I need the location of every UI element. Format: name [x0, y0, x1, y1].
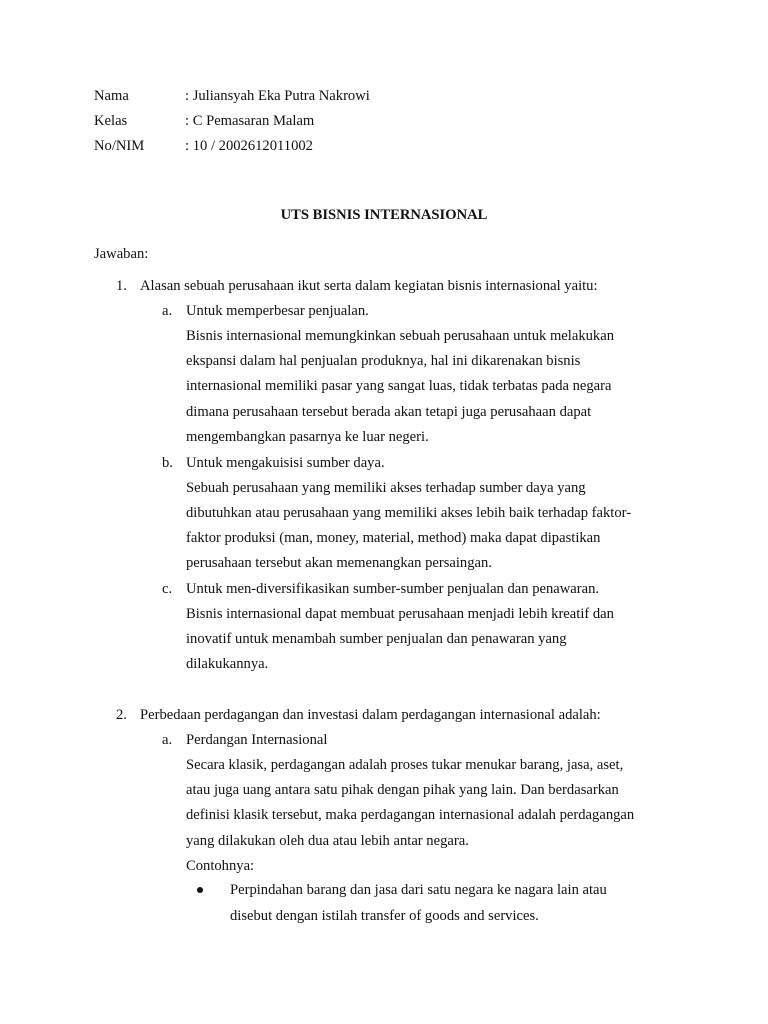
q1-a-marker: a.	[162, 303, 173, 319]
contoh-label: Contohnya:	[186, 858, 255, 874]
q2-a-line: yang dilakukan oleh dua atau lebih antar negara.	[186, 833, 469, 849]
q1-number: 1.	[116, 278, 127, 294]
q1-c-heading: Untuk men-diversifikasikan sumber-sumber penjualan dan penawaran.	[186, 581, 600, 597]
q1-a-heading: Untuk memperbesar penjualan.	[186, 303, 369, 319]
kelas-value: : C Pemasaran Malam	[185, 113, 315, 129]
q1-b-line: perusahaan tersebut akan memenangkan persaingan.	[186, 555, 492, 571]
nim-value: : 10 / 2002612011002	[185, 138, 313, 154]
page-title: UTS BISNIS INTERNASIONAL	[280, 207, 488, 223]
q1-b-line: Sebuah perusahaan yang memiliki akses terhadap sumber daya yang	[186, 480, 586, 496]
q2-number: 2.	[116, 707, 127, 723]
q2-a-line: atau juga uang antara satu pihak dengan pihak yang lain. Dan berdasarkan	[186, 782, 619, 798]
nama-value: : Juliansyah Eka Putra Nakrowi	[185, 88, 370, 104]
q1-c-line: dilakukannya.	[186, 656, 269, 672]
q1-a-line: dimana perusahaan tersebut berada akan tetapi juga perusahaan dapat	[186, 404, 592, 420]
q1-text: Alasan sebuah perusahaan ikut serta dalam kegiatan bisnis internasional yaitu:	[140, 278, 598, 294]
nim-label: No/NIM	[94, 138, 145, 154]
bullet-line: disebut dengan istilah transfer of goods and services.	[230, 908, 539, 924]
q1-a-line: internasional memiliki pasar yang sangat luas, tidak terbatas pada negara	[186, 378, 612, 394]
q2-text: Perbedaan perdagangan dan investasi dalam perdagangan internasional adalah:	[140, 707, 601, 723]
q1-b-marker: b.	[162, 455, 173, 471]
q1-b-line: faktor produksi (man, money, material, method) maka dapat dipastikan	[186, 530, 601, 546]
q1-c-marker: c.	[162, 581, 173, 597]
q1-a-line: mengembangkan pasarnya ke luar negeri.	[186, 429, 429, 445]
q2-a-marker: a.	[162, 732, 173, 748]
nama-label: Nama	[94, 88, 129, 104]
q1-b-heading: Untuk mengakuisisi sumber daya.	[186, 455, 385, 471]
bullet-dot-icon	[197, 887, 203, 893]
jawaban-label: Jawaban:	[94, 246, 149, 262]
q2-a-heading: Perdangan Internasional	[186, 732, 328, 748]
q1-b-line: dibutuhkan atau perusahaan yang memiliki akses lebih baik terhadap faktor-	[186, 505, 632, 521]
q1-c-line: inovatif untuk menambah sumber penjualan dan penawaran yang	[186, 631, 567, 647]
q2-a-line: Secara klasik, perdagangan adalah proses tukar menukar barang, jasa, aset,	[186, 757, 624, 773]
bullet-line: Perpindahan barang dan jasa dari satu negara ke nagara lain atau	[230, 882, 607, 898]
q1-a-line: Bisnis internasional memungkinkan sebuah perusahaan untuk melakukan	[186, 328, 614, 344]
q1-c-line: Bisnis internasional dapat membuat perusahaan menjadi lebih kreatif dan	[186, 606, 614, 622]
q1-a-line: ekspansi dalam hal penjualan produknya, hal ini dikarenakan bisnis	[186, 353, 581, 369]
q2-a-line: definisi klasik tersebut, maka perdagangan internasional adalah perdagangan	[186, 807, 635, 823]
kelas-label: Kelas	[94, 113, 128, 129]
